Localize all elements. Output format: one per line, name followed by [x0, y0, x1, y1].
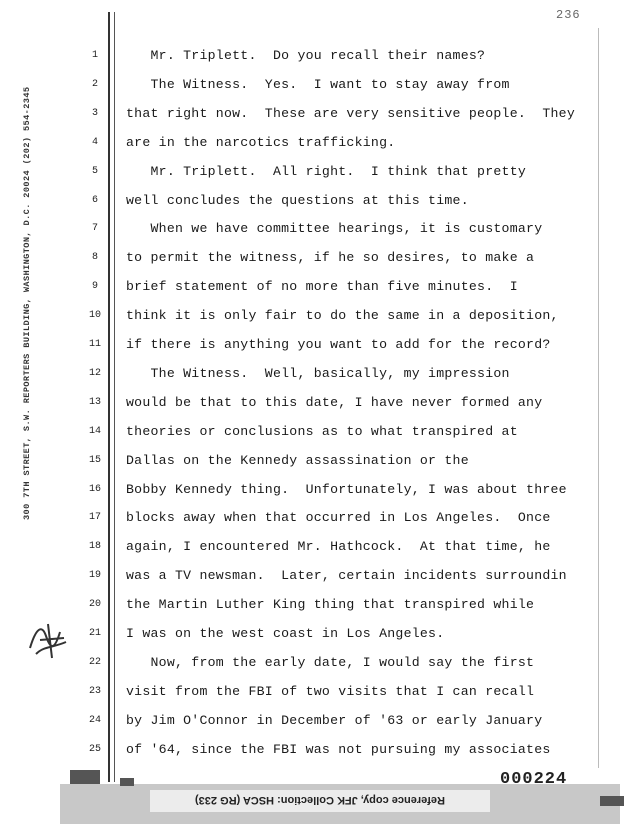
transcript-line: The Witness. Well, basically, my impression — [126, 365, 510, 381]
line-number: 12 — [88, 367, 101, 379]
scan-artifact — [70, 770, 100, 784]
line-number: 2 — [91, 78, 98, 90]
transcript-line: Mr. Triplett. All right. I think that pretty — [126, 163, 527, 179]
transcript-line: Mr. Triplett. Do you recall their names? — [126, 48, 486, 63]
transcript-line: visit from the FBI of two visits that I can recall — [126, 683, 535, 699]
page-number: 236 — [556, 8, 581, 22]
transcript-line: think it is only fair to do the same in a deposition, — [126, 308, 559, 324]
transcript-line: to permit the witness, if he so desires, to make a — [126, 250, 535, 266]
transcript-line: Dallas on the Kennedy assassination or the — [126, 452, 469, 468]
handwritten-initials — [26, 618, 72, 662]
transcript-line: again, I encountered Mr. Hathcock. At that time, he — [126, 539, 551, 555]
transcript-line: brief statement of no more than five minutes. I — [126, 279, 518, 295]
transcript-line: Now, from the early date, I would say the first — [126, 654, 535, 670]
line-number: 19 — [88, 570, 101, 582]
line-number: 13 — [88, 396, 101, 408]
line-number: 18 — [88, 541, 101, 553]
line-number: 16 — [88, 483, 101, 495]
line-number: 9 — [91, 281, 98, 293]
line-number: 14 — [88, 425, 101, 437]
transcript-line: theories or conclusions as to what transpired at — [126, 423, 518, 439]
transcript-line: of '64, since the FBI was not pursuing my associates — [126, 741, 551, 757]
line-number: 17 — [88, 512, 101, 524]
line-number: 20 — [88, 599, 101, 611]
transcript-line: would be that to this date, I have never formed any — [126, 394, 543, 410]
transcript-line: Bobby Kennedy thing. Unfortunately, I was about three — [126, 481, 567, 497]
transcript-line: that right now. These are very sensitive people. They — [126, 105, 576, 121]
line-number: 11 — [88, 339, 101, 350]
transcript-line: by Jim O'Connor in December of '63 or early January — [126, 712, 543, 728]
line-number: 7 — [91, 223, 98, 235]
transcript-line: if there is anything you want to add for the record? — [126, 337, 551, 352]
line-number: 15 — [88, 454, 101, 466]
line-number: 3 — [91, 107, 98, 119]
left-margin-rule-inner — [114, 12, 115, 782]
line-number: 25 — [88, 743, 101, 755]
line-number: 5 — [91, 165, 98, 177]
scan-artifact — [120, 778, 134, 786]
transcript-line: are in the narcotics trafficking. — [126, 134, 396, 150]
transcript-line: The Witness. Yes. I want to stay away from — [126, 76, 510, 92]
line-number: 24 — [88, 714, 101, 726]
line-number: 10 — [88, 310, 101, 322]
transcript-line: the Martin Luther King thing that transpired while — [126, 597, 535, 613]
line-number: 6 — [91, 194, 98, 206]
line-number: 8 — [91, 252, 98, 264]
reporter-address: 300 7TH STREET, S.W. REPORTERS BUILDING, WASHINGTON, D.C. 20024 (202) 554-2345 — [22, 86, 32, 520]
transcript-line: When we have committee hearings, it is customary — [126, 221, 543, 237]
transcript-line: I was on the west coast in Los Angeles. — [126, 626, 445, 641]
line-number: 22 — [88, 656, 101, 668]
transcript-line: was a TV newsman. Later, certain incidents surroundin — [126, 568, 567, 584]
transcript-line: well concludes the questions at this time. — [126, 192, 469, 208]
line-number: 21 — [88, 628, 101, 639]
transcript-line: blocks away when that occurred in Los Angeles. Once — [126, 510, 551, 526]
left-margin-rule — [108, 12, 110, 782]
scan-artifact — [600, 796, 624, 806]
line-number: 1 — [91, 50, 98, 61]
reference-footer: Reference copy, JFK Collection: HSCA (RG 233) — [195, 794, 445, 806]
right-margin-rule — [598, 28, 599, 768]
document-number: 000224 — [500, 770, 568, 789]
line-number: 23 — [88, 685, 101, 697]
line-number: 4 — [91, 136, 98, 148]
